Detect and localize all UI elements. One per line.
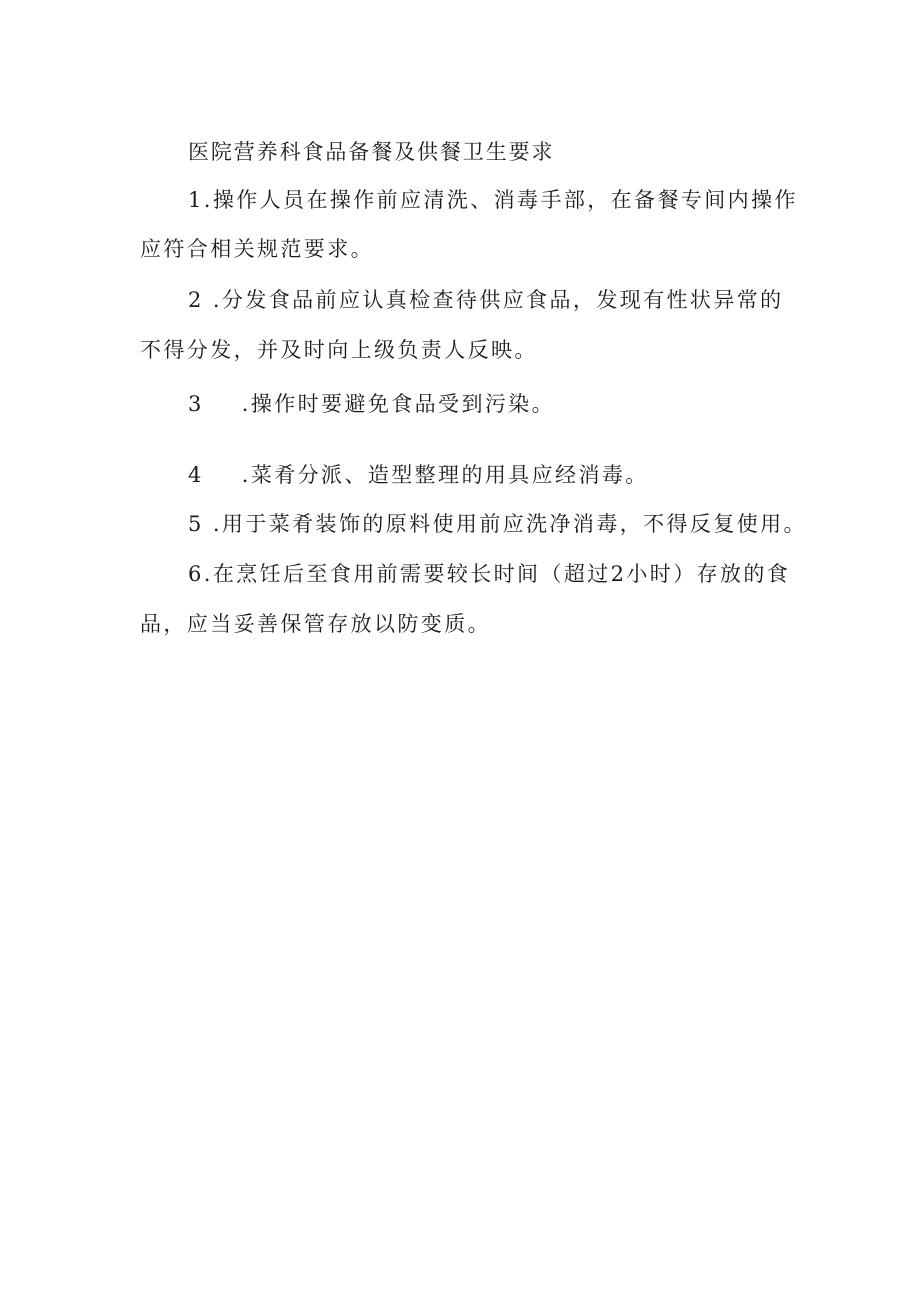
item-1-number: 1. bbox=[188, 188, 213, 212]
item-1-text: 操作人员在操作前应清洗、消毒手部，在备餐专间内操作 bbox=[212, 188, 798, 212]
item-5-text: .用于菜肴装饰的原料使用前应洗净消毒，不得反复使用。 bbox=[212, 512, 807, 536]
item-2-number: 2 bbox=[188, 288, 204, 312]
item-3-number: 3 bbox=[188, 392, 204, 416]
item-6-first-line bbox=[188, 559, 790, 589]
item-2-first-line bbox=[188, 285, 784, 315]
item-6-text: 在烹饪后至食用前需要较长时间（超过2小时）存放的食 bbox=[212, 562, 791, 586]
item-4-text: .菜肴分派、造型整理的用具应经消毒。 bbox=[241, 463, 649, 487]
document-title: 医院营养科食品备餐及供餐卫生要求 bbox=[188, 140, 555, 164]
item-5-line bbox=[188, 509, 807, 539]
item-4-number: 4 bbox=[188, 463, 204, 487]
item-3-text: .操作时要避免食品受到污染。 bbox=[241, 392, 556, 416]
item-6-number: 6. bbox=[188, 562, 213, 586]
item-5-number: 5 bbox=[188, 512, 204, 536]
item-3-line bbox=[188, 389, 555, 419]
item-2-text: .分发食品前应认真检查待供应食品，发现有性状异常的 bbox=[212, 288, 784, 312]
item-6-continuation: 品，应当妥善保管存放以防变质。 bbox=[140, 612, 491, 636]
item-1-first-line bbox=[188, 185, 798, 215]
item-1-continuation: 应符合相关规范要求。 bbox=[140, 237, 374, 261]
item-4-line bbox=[188, 460, 649, 490]
item-2-continuation: 不得分发，并及时向上级负责人反映。 bbox=[140, 338, 538, 362]
